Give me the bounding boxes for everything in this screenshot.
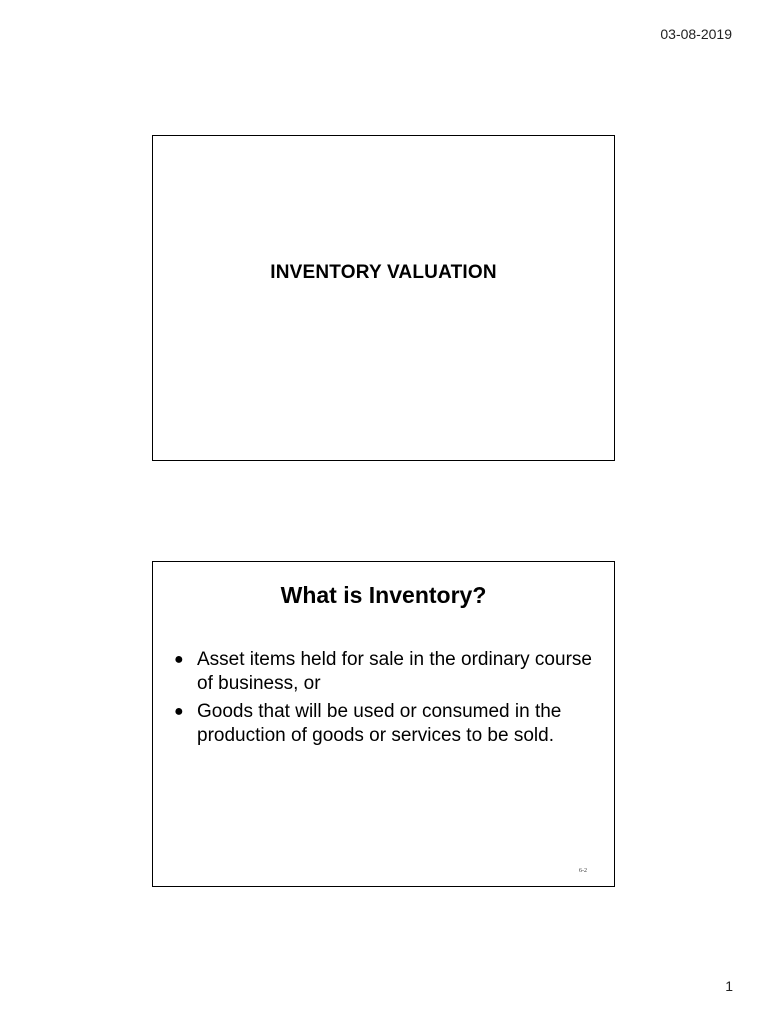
slide-inventory-valuation bbox=[152, 135, 615, 461]
page-number: 1 bbox=[725, 978, 733, 994]
header-date: 03-08-2019 bbox=[660, 26, 732, 42]
slide-what-is-inventory bbox=[152, 561, 615, 887]
slide-title: What is Inventory? bbox=[280, 582, 487, 608]
slide-title: INVENTORY VALUATION bbox=[270, 262, 497, 283]
bullet-text: Goods that will be used or consumed in the production of goods or services to be sold. bbox=[197, 701, 562, 746]
bullet-dot-icon: ● bbox=[174, 651, 184, 668]
slide-number: 6-2 bbox=[579, 868, 587, 874]
list-item bbox=[174, 648, 594, 696]
list-item bbox=[174, 700, 594, 748]
bullet-list bbox=[174, 648, 594, 752]
bullet-dot-icon: ● bbox=[174, 703, 184, 720]
bullet-text: Asset items held for sale in the ordinary course of business, or bbox=[197, 649, 592, 694]
